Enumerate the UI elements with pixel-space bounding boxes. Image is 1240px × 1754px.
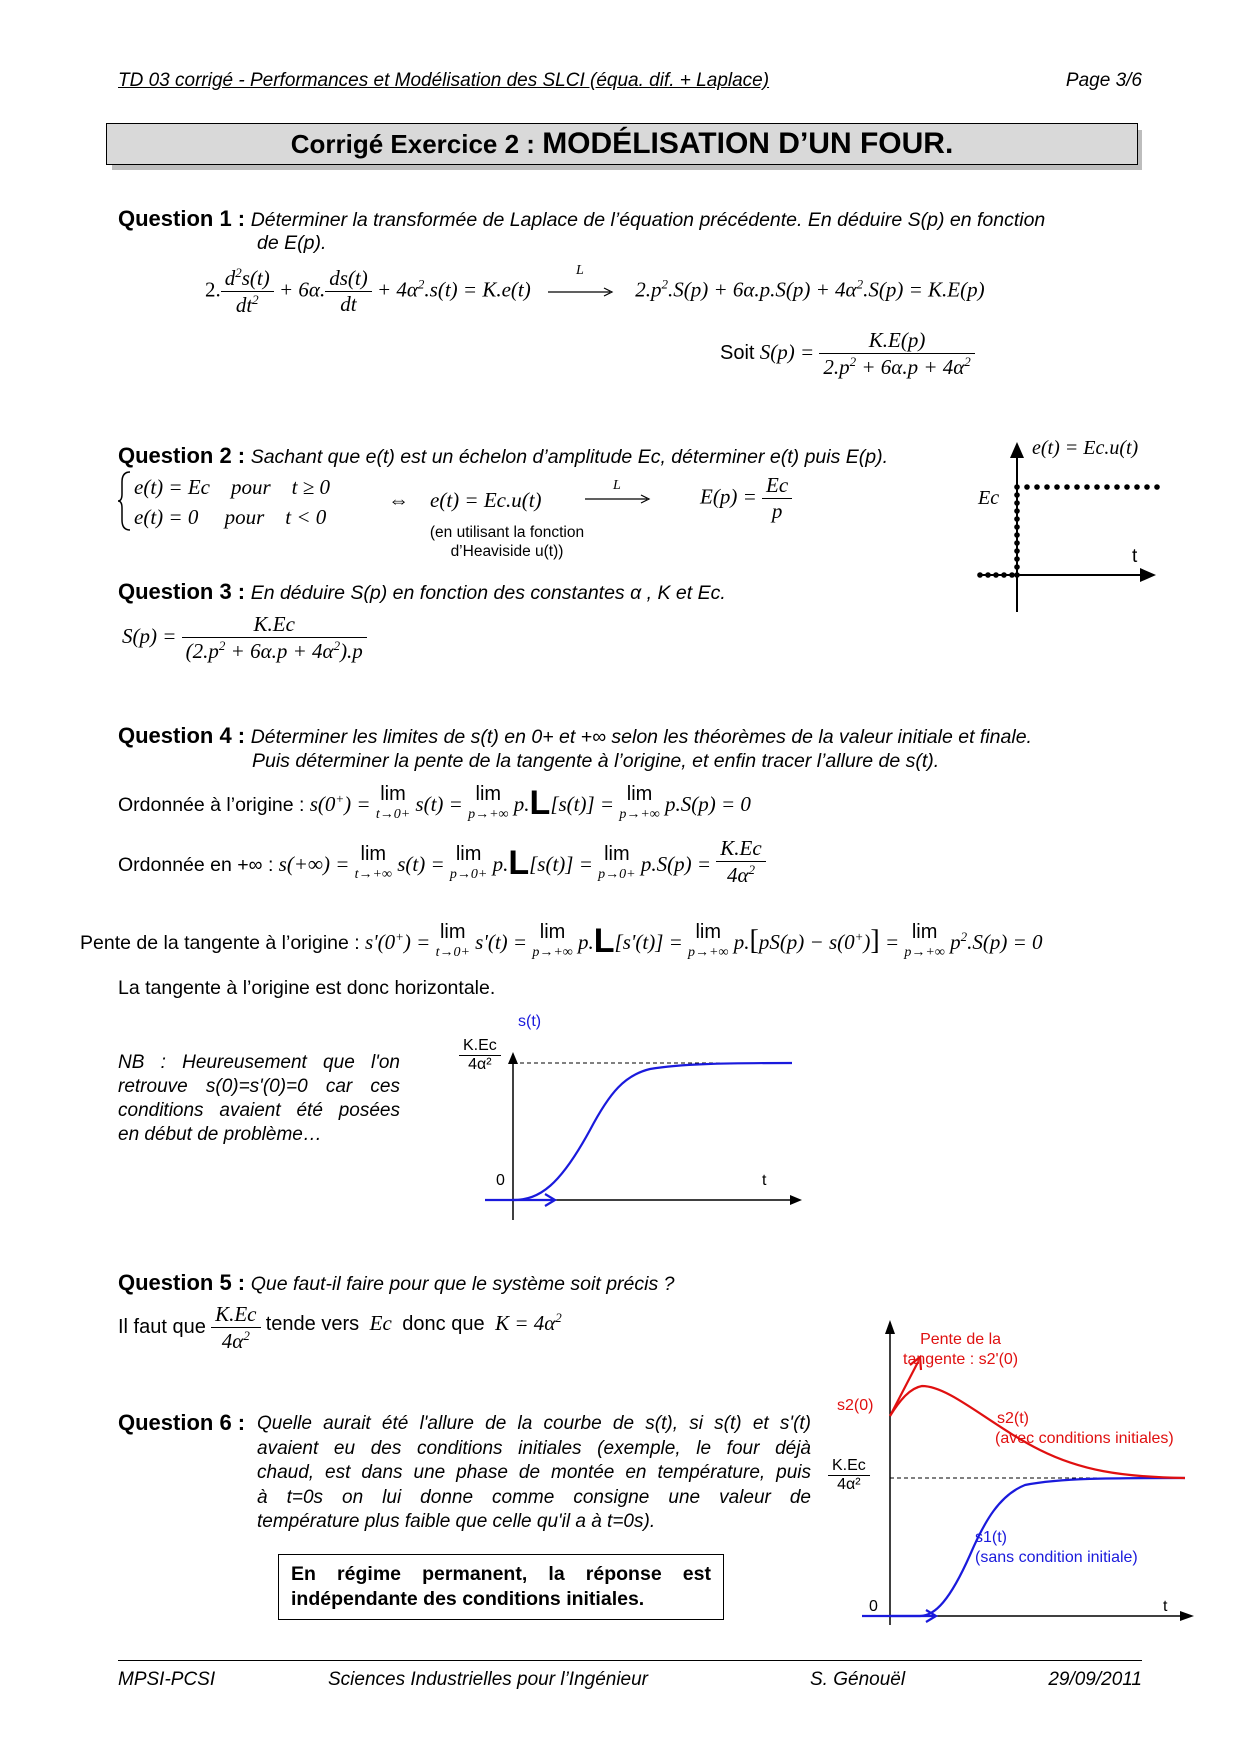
q6-s1-line1: s1(t) — [975, 1529, 1007, 1546]
q6-graph-level-num: K.Ec — [828, 1457, 870, 1476]
step-dot — [1014, 484, 1020, 490]
q6-graph-origin: 0 — [869, 1598, 878, 1615]
q4-nb-line2: retrouve s(0)=s'(0)=0 car ces — [118, 1076, 400, 1097]
step-dot — [1014, 492, 1020, 498]
q6-s2-line1: s2(t) — [997, 1410, 1029, 1427]
q6-graph-s20-label: s2(0) — [837, 1397, 874, 1414]
step-dot — [1094, 484, 1100, 490]
q2-ep: E(p) = $\frac{Ec}{p}$ — [700, 473, 792, 524]
q4-nb-line3: conditions avaient été posées — [118, 1100, 400, 1121]
step-dot — [1001, 572, 1007, 578]
step-dot — [1114, 484, 1120, 490]
step-dot — [1154, 484, 1160, 490]
q6-graph-y-arrow — [885, 1320, 895, 1334]
step-dot — [1014, 540, 1020, 546]
q4-ordonnee-origine: Ordonnée à l’origine : — [118, 794, 305, 816]
q3-result: S(p) = $\frac{K.Ec}{(2.p^2 + 6\alpha.p + 4\alpha^2).p}$ — [122, 612, 367, 664]
q1-result: Soit S(p) = $\frac{K.E(p)}{2.p^2 + 6\alpha.p + 4\alpha^2}$ — [720, 328, 975, 380]
q2-graph-x-arrow — [1140, 568, 1156, 582]
title-prefix: Corrigé Exercice 2 : — [290, 129, 543, 159]
q6-graph-s1-label — [975, 1528, 1138, 1568]
q6-s2-line2: (avec conditions initiales) — [995, 1430, 1174, 1447]
q4-graph-level-den: 4α² — [468, 1056, 492, 1073]
step-dot — [1014, 500, 1020, 506]
step-dot — [1014, 524, 1020, 530]
q5-label: Question 5 : — [118, 1270, 246, 1295]
q2-label: Question 2 : — [118, 443, 246, 468]
q1-text2: de E(p). — [257, 232, 327, 254]
step-dot — [1044, 484, 1050, 490]
q4-nb-line4: en début de problème… — [118, 1124, 322, 1145]
q5-tende: tende vers — [265, 1313, 360, 1335]
q2-graph-xlabel: t — [1132, 546, 1138, 567]
q6-box-line2: indépendante des conditions initiales. — [291, 1588, 645, 1610]
q5-donc: donc que — [402, 1313, 485, 1335]
q2-equivalence: ⇔ e(t) = Ec.u(t) — [388, 488, 542, 512]
q4-text1: Déterminer les limites de s(t) en 0+ et +∞ selon les théorèmes de la valeur initiale et finale. — [250, 726, 1032, 748]
q4-graph-level-num: K.Ec — [459, 1037, 501, 1056]
header-page: Page 3/6 — [1065, 70, 1142, 91]
q5-text: Que faut-il faire pour que le système soit précis ? — [250, 1273, 675, 1295]
title-box — [106, 123, 1138, 165]
step-dot — [1014, 572, 1020, 578]
step-dot — [1014, 516, 1020, 522]
footer-date: 29/09/2011 — [1048, 1669, 1142, 1690]
q6-text — [257, 1412, 811, 1535]
q4-graph-xlabel: t — [762, 1172, 767, 1189]
q6-heading — [118, 1410, 245, 1436]
q2-laplace-arrow: L — [585, 484, 655, 514]
q5-answer: Il faut que $\frac{K.Ec}{4\alpha^2}$ tende vers Ec donc que $K = 4\alpha^2$ — [118, 1302, 562, 1353]
title-main: MODÉLISATION D’UN FOUR. — [542, 127, 954, 160]
page-footer — [118, 1669, 1142, 1695]
q4-label: Question 4 : — [118, 723, 246, 748]
q4-pente: Pente de la tangente à l’origine : — [80, 932, 360, 954]
q4-heading — [118, 723, 1032, 749]
q2-brace — [118, 470, 132, 537]
q4-graph-level — [459, 1037, 501, 1074]
q4-graph-ylabel: s(t) — [518, 1013, 542, 1030]
step-dot — [1014, 548, 1020, 554]
q6-line5: température plus faible que celle qu'il a à t=0s). — [257, 1511, 656, 1532]
header-title: TD 03 corrigé - Performances et Modélisation des SLCI (équa. dif. + Laplace) — [118, 70, 770, 91]
step-dot — [1014, 508, 1020, 514]
q2-pour-2: pour — [224, 505, 265, 529]
step-dot — [1014, 556, 1020, 562]
q2-note — [412, 523, 602, 561]
q6-graph-level — [828, 1457, 870, 1494]
step-dot — [1034, 484, 1040, 490]
q6-tangent-line1: Pente de la — [920, 1331, 1002, 1348]
step-dot — [1054, 484, 1060, 490]
q4-final-value: Ordonnée en +∞ : s(+∞) = lim t→+∞ s(t) = lim p→0+ p.L[s(t)] = lim p→0+ p.S(p) = $\frac{K.Ec}{4\alpha^2}$ — [118, 836, 766, 888]
q2-step-graph — [960, 436, 1160, 616]
q1-heading — [118, 206, 1142, 232]
q6-label: Question 6 : — [118, 1410, 246, 1435]
q2-note-line2: d’Heaviside u(t)) — [450, 543, 564, 560]
q2-pour-1: pour — [230, 475, 271, 499]
q5-heading — [118, 1270, 674, 1296]
step-dot — [1134, 484, 1140, 490]
step-dot — [1064, 484, 1070, 490]
q2-piecewise: e(t) = Ec pour t ≥ 0 e(t) = 0 pour t < 0 — [134, 475, 331, 529]
step-dot — [1124, 484, 1130, 490]
footer-subject: Sciences Industrielles pour l’Ingénieur — [328, 1669, 649, 1690]
step-dot — [1009, 572, 1015, 578]
q5-ilfaut: Il faut que — [118, 1316, 206, 1338]
q4-nb-line1: NB : Heureusement que l'on — [118, 1052, 400, 1073]
step-dot — [1014, 532, 1020, 538]
step-dot — [1084, 484, 1090, 490]
q6-line4: à t=0s on lui donne comme consigne une valeur de — [257, 1486, 811, 1508]
step-dot — [993, 572, 999, 578]
q6-line3: chaud, est dans une phase de montée en température, puis — [257, 1462, 811, 1483]
step-dot — [1074, 484, 1080, 490]
q6-line1: Quelle aurait été l'allure de la courbe de s(t), si s(t) et s'(t) — [257, 1413, 811, 1434]
q6-line2: avaient eu des conditions initiales (exemple, le four déjà — [257, 1437, 811, 1459]
q6-graph-s2-label — [997, 1409, 1174, 1449]
q4-graph-y-arrow — [508, 1052, 518, 1064]
q2-heading — [118, 443, 888, 469]
q4-conclusion: La tangente à l’origine est donc horizontale. — [118, 977, 496, 999]
q6-box-line1: En régime permanent, la réponse est — [291, 1563, 711, 1585]
q1-text1: Déterminer la transformée de Laplace de l’équation précédente. En déduire S(p) en fonction — [250, 209, 1046, 231]
q6-graph-level-den: 4α² — [837, 1476, 861, 1493]
q6-graph-tangent-label — [903, 1330, 1018, 1370]
q2-graph-ylabel: Ec — [978, 487, 1000, 509]
q3-text: En déduire S(p) en fonction des constantes α , K et Ec. — [250, 582, 726, 604]
q3-heading — [118, 579, 726, 605]
q2-graph-title: e(t) = Ec.u(t) — [1032, 437, 1139, 459]
q4-graph-x-arrow — [790, 1195, 802, 1205]
step-dot — [1014, 564, 1020, 570]
page-header — [118, 70, 1142, 92]
q6-s1-line2: (sans condition initiale) — [975, 1549, 1138, 1566]
q6-graph-x-arrow — [1180, 1611, 1194, 1621]
q4-graph-origin: 0 — [496, 1172, 505, 1189]
q4-text2: Puis déterminer la pente de la tangente à l’origine, et enfin tracer l’allure de s(t). — [252, 750, 940, 772]
step-dot — [985, 572, 991, 578]
step-dot — [1144, 484, 1150, 490]
q6-graph-xlabel: t — [1163, 1598, 1168, 1615]
footer-author: S. Génouël — [810, 1669, 906, 1690]
q4-slope: Pente de la tangente à l’origine : s'(0+) = lim t→0+ s'(t) = lim p→+∞ p.L[s'(t)] = lim p→+∞ p.[pS(p) − s(0+)] = lim p→+∞ $p^2.S(p) = 0$ — [80, 921, 1043, 960]
q6-tangent-line2: tangente : s2'(0) — [903, 1351, 1019, 1368]
q4-nb — [118, 1051, 400, 1147]
footer-class: MPSI-PCSI — [118, 1669, 216, 1690]
q2-text: Sachant que e(t) est un échelon d’amplitude Ec, déterminer e(t) puis E(p). — [250, 446, 889, 468]
q6-conclusion-box — [278, 1554, 724, 1620]
q2-graph-y-arrow — [1010, 442, 1024, 458]
q1-differential-equation: 2. $\frac{d^2s(t)}{dt^2}$ + 6α. $\frac{ds(t)}{dt}$ + $4\alpha^2.s(t) = K.e(t)$ L $2.p^2.S(p) + 6\alpha.p.S(p) + 4\alpha^2.S(p) = K.E(p)$ — [205, 262, 985, 317]
q3-label: Question 3 : — [118, 579, 246, 604]
footer-rule — [118, 1660, 1142, 1661]
step-dot — [1104, 484, 1110, 490]
q1-soit: Soit — [720, 341, 755, 364]
q4-initial-value: Ordonnée à l’origine : s(0+) = lim t→0+ s(t) = lim p→+∞ p.L[s(t)] = lim p→+∞ p.S(p) = 0 — [118, 783, 751, 822]
step-dot — [1024, 484, 1030, 490]
q6-response-graph — [840, 1310, 1200, 1630]
step-dot — [977, 572, 983, 578]
q4-ordonnee-inf: Ordonnée en +∞ : — [118, 854, 274, 876]
q1-label: Question 1 : — [118, 206, 246, 231]
q2-note-line1: (en utilisant la fonction — [429, 524, 585, 541]
q4-graph-curve — [485, 1063, 792, 1200]
q4-response-graph — [480, 1020, 810, 1240]
